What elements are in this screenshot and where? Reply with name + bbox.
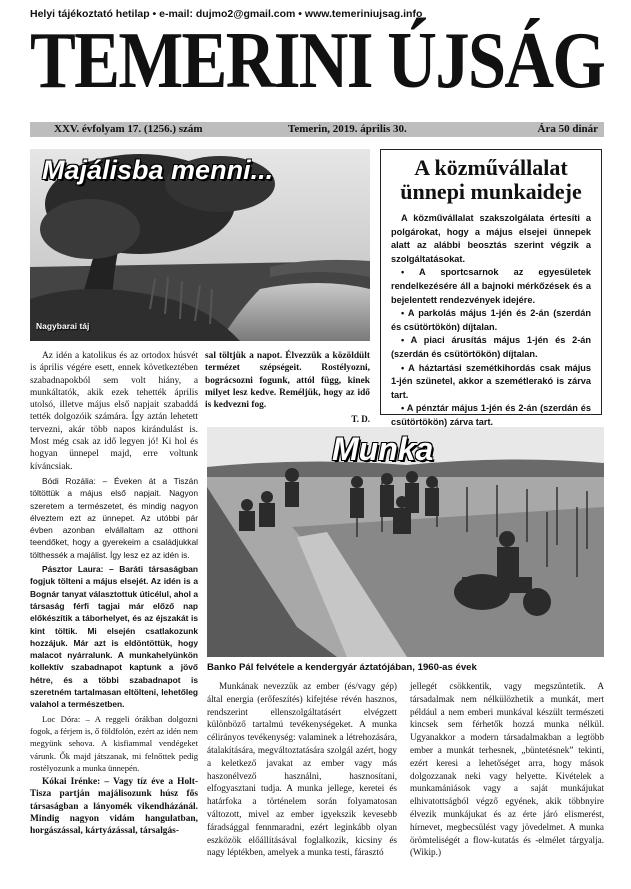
paragraph: Munkának nevezzük az ember (és/vagy gép) által energia (erőfeszítés) kifejtése révén hasznos, rendszerint ellenszolgáltatásért elvégzett különböző tartalmú tevékenységeket. A munka célirányos tevékenység: valaminek a létrehozására, átalakítására, megváltoztatására szolgál azért, hogy a keletkező javakat az ember vagy más haszonélvező használni, hasznosítani, elfogyasztani tudja. A munka jellege, keretei és határfoka a történelem során folyamatosan változott, mivel az ember igyekszik kevesebb fáradsággal fennmaradni, ezért leginkább olyan eszközök előállításával foglalkozik, kicsiny és nagy léptékben, amelyek a munka testi, fárasztó	[207, 681, 397, 858]
photo-caption: Nagybarai táj	[36, 321, 90, 331]
paragraph: Bódi Rozália: – Éveken át a Tiszán töltöttük a május első napjait. Nagyon szeretem a természetet, és mindig nagyon élveztem ezt az ünnepet. Az utóbbi pár évben azonban elvállaltam az otthoni teendőket, hogy a gyerekeim a családjukkal tölthessék a majálist. Így lesz ez az idén is.	[30, 475, 198, 560]
notice-paragraph: A közművállalat szakszolgálata értesíti a polgárokat, hogy a május elsejei ünnepek alatt az alábbi beosztás szerint végzik a szolgáltatásokat.	[391, 213, 591, 264]
tagline: Helyi tájékoztató hetilap • e-mail: dujmo2@gmail.com • www.temeriniujsag.info	[30, 8, 423, 20]
issue-date: Temerin, 2019. április 30.	[288, 123, 407, 135]
article1-column-left	[30, 350, 198, 838]
notice-paragraph: • A pénztár május 1-jén és 2-án (szerdán és csütörtökön) zárva tart.	[391, 403, 591, 427]
issue-price: Ára 50 dinár	[537, 123, 598, 135]
author-signature: T. D.	[351, 414, 370, 425]
issue-info-bar	[30, 122, 604, 137]
notice-paragraph: • A parkolás május 1-jén és 2-án (szerdán és csütörtökön) díjtalan.	[391, 308, 591, 332]
volume-info: XXV. évfolyam 17. (1256.) szám	[54, 123, 203, 135]
paragraph: sal töltjük a napot. Élvezzük a közöldült termézet szépségeit. Rostélyozni, bográcsozni fogunk, attól függ, kinek milyet lesz kedve. Reméljük, hogy az idő is kedvezni fog.	[205, 351, 370, 411]
notice-box	[380, 149, 602, 427]
notice-paragraph: • A háztartási szemétkihordás csak május 1-jén szünetel, akkor a szemétlerakó is zárva tart.	[391, 362, 591, 400]
article2-column-left	[207, 680, 397, 859]
photo-title: Munka	[332, 431, 434, 467]
article1-column-right	[205, 350, 370, 426]
paragraph: Loc Dóra: – A reggeli órákban dolgozni fogok, a férjem is, ő földfolón, ezért az idén nem megyünk sehova. A kisfiammal vendégeket várunk. Ők majd játszanak, mi felnőttek pedig rostélyozunk a munka ünnepén.	[30, 713, 198, 773]
photo-title: Majálisba menni...	[42, 155, 274, 185]
work-photo	[207, 427, 604, 657]
paragraph: jellegét csökkentik, vagy megszüntetik. A társadalmak nem nélkülözhetik a munkát, mert például a nem emberi munkával készült természeti kincsek sem férhetők hozzá munka nélkül. Ugyanakkor a modern társadalmakban a legtöbb ember a munkát terhesnek, „büntetésnek” tekinti, ezért keresi a lehetőséget arra, hogy mások dolgozzanak neki vagy helyette. Kivételek a munkamániások vagy a saját munkájukat elhivatottságból végző egyének, akik többnyire élvezik munkájukat és az érte járó elismerést, hírnevet, megbecsülést vagy jövedelmet. A munka örömteliségét a flow-kutatás és -elmélet tárgyalja. (Wikip.)	[410, 681, 604, 858]
paragraph: Kókai Irénke: – Vagy tíz éve a Holt-Tisza partján majálisozunk húsz fős társaságban a lányomék vikendházánál. Mindig nagyon vidám hangulatban, horgászással, kártyázással, társalgás-	[30, 777, 198, 837]
notice-paragraph: • A piaci árusítás május 1-jén és 2-án (szerdán és csütörtökön) díjtalan.	[391, 335, 591, 359]
photo-credit: Banko Pál felvétele a kendergyár áztatójában, 1960-as évek	[207, 662, 477, 673]
masthead-title: TEMERINI ÚJSÁG	[30, 17, 605, 105]
landscape-photo	[30, 149, 370, 341]
article2-column-right	[410, 680, 604, 859]
paragraph: Az idén a katolikus és az ortodox húsvét is április végére esett, ennek következtében szabadnapokból sem volt hiány, a munkáltatók, akik ezek tehették április utolsó, illetve május első napjait szabaddá tették dolgozóik számára. Így aztán lehetett tervezni, akár több napos kirándulást is. Most még csak az idő legyen jó! Ki hol és hogyan ünnepel majd, erre voltunk kíváncsiak.	[30, 351, 198, 472]
notice-paragraph: • A sportcsarnok az egyesületek rendelkezésére áll a bajnoki mérkőzések és a bejelentett rendezvények idejére.	[391, 267, 591, 305]
paragraph: Pásztor Laura: – Baráti társaságban fogjuk tölteni a május elsejét. Az idén is a Bognár tanyat választottuk úticélul, ahol a társaság férfi tagjai már előző nap előkészítik a táborhelyet, és az éjszakát is kint töltik. Mi elsején csatlakozunk hozzájuk. Már azt is eldöntöttük, hogy malacot nyárralunk. A munkahelyünkön kollektív szabadnapot kaptunk a jövő hétre, és a többi szabadnapot is szeretném tartalmasan eltölteni, lehetőleg valahol a természetben.	[30, 564, 198, 710]
notice-title: A közművállalat ünnepi munkaideje	[400, 155, 582, 204]
